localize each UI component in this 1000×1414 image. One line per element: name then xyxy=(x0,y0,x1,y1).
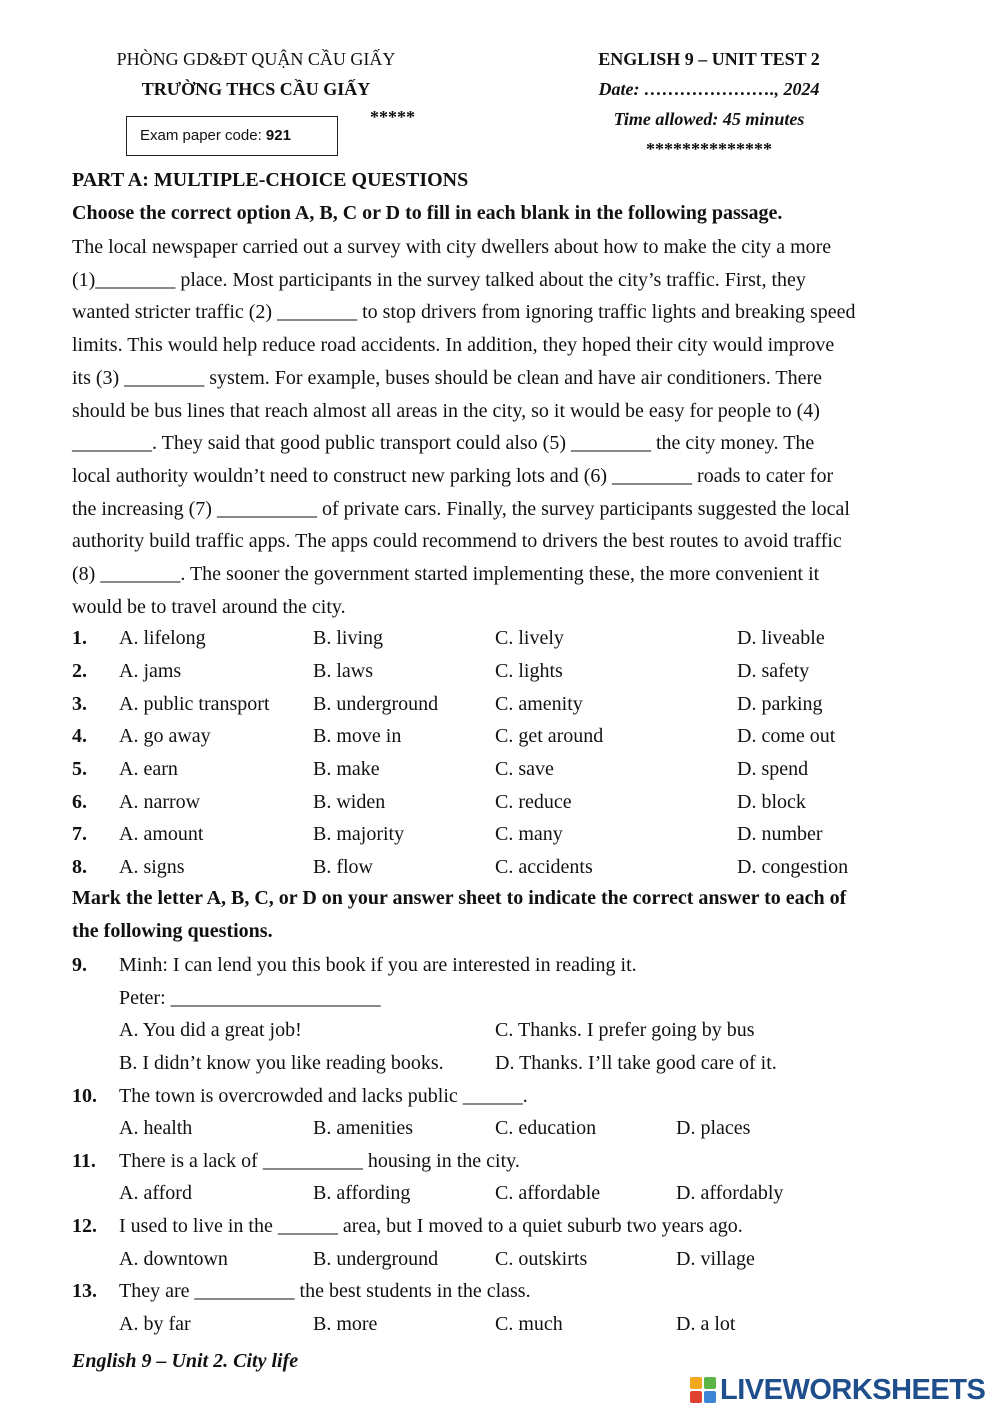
option-b[interactable]: B. make xyxy=(313,758,380,780)
question-number: 13. xyxy=(72,1280,97,1302)
option-c[interactable]: C. affordable xyxy=(495,1182,601,1204)
option-b[interactable]: B. I didn’t know you like reading books. xyxy=(119,1052,444,1074)
option-d[interactable]: D. affordably xyxy=(676,1182,784,1204)
footer-unit-title: English 9 – Unit 2. City life xyxy=(72,1350,299,1372)
passage-line: (1)________ place. Most participants in the survey talked about the city’s traffic. First, they xyxy=(72,268,806,291)
option-b[interactable]: B. underground xyxy=(313,693,439,715)
question-number: 6. xyxy=(72,791,87,813)
option-a[interactable]: A. public transport xyxy=(119,693,270,715)
option-c[interactable]: C. reduce xyxy=(495,791,572,813)
liveworksheets-logo-icon xyxy=(690,1377,716,1403)
passage-line: local authority wouldn’t need to construct new parking lots and (6) ________ roads to cater for xyxy=(72,464,834,487)
passage-line: wanted stricter traffic (2) ________ to stop drivers from ignoring traffic lights and breaking speed xyxy=(72,301,856,324)
option-b[interactable]: B. affording xyxy=(313,1182,411,1204)
logo-square xyxy=(704,1377,716,1389)
question-number: 3. xyxy=(72,693,87,715)
question-number: 7. xyxy=(72,823,87,845)
exam-code-value: 921 xyxy=(265,127,291,144)
option-c[interactable]: C. Thanks. I prefer going by bus xyxy=(495,1019,755,1041)
question-text: Minh: I can lend you this book if you are interested in reading it. xyxy=(119,954,637,976)
question-number: 10. xyxy=(72,1085,97,1107)
option-c[interactable]: C. much xyxy=(495,1313,563,1335)
option-d[interactable]: D. parking xyxy=(737,693,823,715)
option-b[interactable]: B. flow xyxy=(313,856,373,878)
option-a[interactable]: A. jams xyxy=(119,660,182,682)
passage xyxy=(72,231,942,623)
question-text: The town is overcrowded and lacks public ______. xyxy=(119,1085,528,1107)
option-b[interactable]: B. widen xyxy=(313,791,386,813)
option-c[interactable]: C. save xyxy=(495,758,554,780)
left-stars: ***** xyxy=(370,107,415,127)
option-a[interactable]: A. downtown xyxy=(119,1248,228,1270)
option-a[interactable]: A. narrow xyxy=(119,791,201,813)
option-d[interactable]: D. a lot xyxy=(676,1313,736,1335)
option-c[interactable]: C. many xyxy=(495,823,563,845)
option-a[interactable]: A. by far xyxy=(119,1313,191,1335)
question-number: 9. xyxy=(72,954,87,976)
option-b[interactable]: B. amenities xyxy=(313,1117,413,1139)
option-d[interactable]: D. spend xyxy=(737,758,809,780)
question-number: 2. xyxy=(72,660,87,682)
question-number: 4. xyxy=(72,725,87,747)
option-d[interactable]: D. congestion xyxy=(737,856,849,878)
liveworksheets-logo-text: LIVEWORKSHEETS xyxy=(720,1373,986,1406)
option-c[interactable]: C. lights xyxy=(495,660,563,682)
passage-instruction: Choose the correct option A, B, C or D to fill in each blank in the following passage. xyxy=(72,202,783,224)
option-c[interactable]: C. outskirts xyxy=(495,1248,588,1270)
question-text: There is a lack of __________ housing in the city. xyxy=(119,1150,520,1172)
question-number: 8. xyxy=(72,856,87,878)
passage-line: the increasing (7) __________ of private cars. Finally, the survey participants suggested the local xyxy=(72,497,850,520)
option-b[interactable]: B. more xyxy=(313,1313,378,1335)
option-a[interactable]: A. earn xyxy=(119,758,178,780)
option-a[interactable]: A. amount xyxy=(119,823,204,845)
option-a[interactable]: A. lifelong xyxy=(119,627,206,649)
option-c[interactable]: C. lively xyxy=(495,627,564,649)
time-allowed: Time allowed: 45 minutes xyxy=(613,109,805,129)
exam-code-label: Exam paper code: xyxy=(140,127,266,144)
option-d[interactable]: D. liveable xyxy=(737,627,825,649)
test-date: Date: …………………., 2024 xyxy=(598,79,820,99)
option-c[interactable]: C. amenity xyxy=(495,693,583,715)
option-d[interactable]: D. number xyxy=(737,823,823,845)
instruction-2-line2: the following questions. xyxy=(72,920,273,942)
passage-line: its (3) ________ system. For example, buses should be clean and have air conditioners. There xyxy=(72,366,823,389)
option-d[interactable]: D. village xyxy=(676,1248,755,1270)
option-d[interactable]: D. block xyxy=(737,791,806,813)
question-text: I used to live in the ______ area, but I moved to a quiet suburb two years ago. xyxy=(119,1215,743,1237)
passage-line: should be bus lines that reach almost all areas in the city, so it would be easy for people to (4) xyxy=(72,399,820,422)
passage-line: ________. They said that good public transport could also (5) ________ the city money. The xyxy=(72,432,815,455)
option-a[interactable]: A. health xyxy=(119,1117,193,1139)
option-b[interactable]: B. majority xyxy=(313,823,405,845)
logo-square xyxy=(690,1377,702,1389)
instruction-2-line1: Mark the letter A, B, C, or D on your answer sheet to indicate the correct answer to each of xyxy=(72,887,847,909)
option-d[interactable]: D. safety xyxy=(737,660,810,682)
option-c[interactable]: C. get around xyxy=(495,725,604,747)
option-a[interactable]: A. afford xyxy=(119,1182,192,1204)
question-number: 5. xyxy=(72,758,87,780)
right-stars: ************** xyxy=(646,139,772,159)
option-d[interactable]: D. places xyxy=(676,1117,751,1139)
option-d[interactable]: D. Thanks. I’ll take good care of it. xyxy=(495,1052,777,1074)
passage-line: The local newspaper carried out a survey with city dwellers about how to make the city a more xyxy=(72,236,832,258)
school-name: TRƯỜNG THCS CẦU GIẤY xyxy=(141,79,371,99)
logo-square xyxy=(690,1391,702,1403)
passage-line: would be to travel around the city. xyxy=(72,595,346,618)
option-a[interactable]: A. You did a great job! xyxy=(119,1019,302,1041)
option-b[interactable]: B. move in xyxy=(313,725,402,747)
question-number: 11. xyxy=(72,1150,96,1172)
department-name: PHÒNG GD&ĐT QUẬN CẦU GIẤY xyxy=(116,49,396,69)
option-a[interactable]: A. go away xyxy=(119,725,211,747)
logo-square xyxy=(704,1391,716,1403)
question-number: 1. xyxy=(72,627,87,649)
option-b[interactable]: B. living xyxy=(313,627,384,649)
passage-line: (8) ________. The sooner the government started implementing these, the more convenient it xyxy=(72,563,820,586)
test-title: ENGLISH 9 – UNIT TEST 2 xyxy=(598,49,820,69)
option-c[interactable]: C. accidents xyxy=(495,856,593,878)
liveworksheets-logo[interactable] xyxy=(690,1372,985,1408)
passage-line: limits. This would help reduce road accidents. In addition, they hoped their city would improve xyxy=(72,334,835,357)
passage-line: authority build traffic apps. The apps could recommend to drivers the best routes to avoid traffic xyxy=(72,530,842,553)
question-number: 12. xyxy=(72,1215,97,1237)
exam-code-box xyxy=(126,116,338,156)
part-a-title: PART A: MULTIPLE-CHOICE QUESTIONS xyxy=(72,169,469,191)
option-b[interactable]: B. underground xyxy=(313,1248,439,1270)
option-d[interactable]: D. come out xyxy=(737,725,836,747)
question-text: They are __________ the best students in the class. xyxy=(119,1280,531,1302)
option-b[interactable]: B. laws xyxy=(313,660,373,682)
answer-blank: Peter: _____________________ xyxy=(119,987,381,1009)
option-c[interactable]: C. education xyxy=(495,1117,597,1139)
option-a[interactable]: A. signs xyxy=(119,856,185,878)
